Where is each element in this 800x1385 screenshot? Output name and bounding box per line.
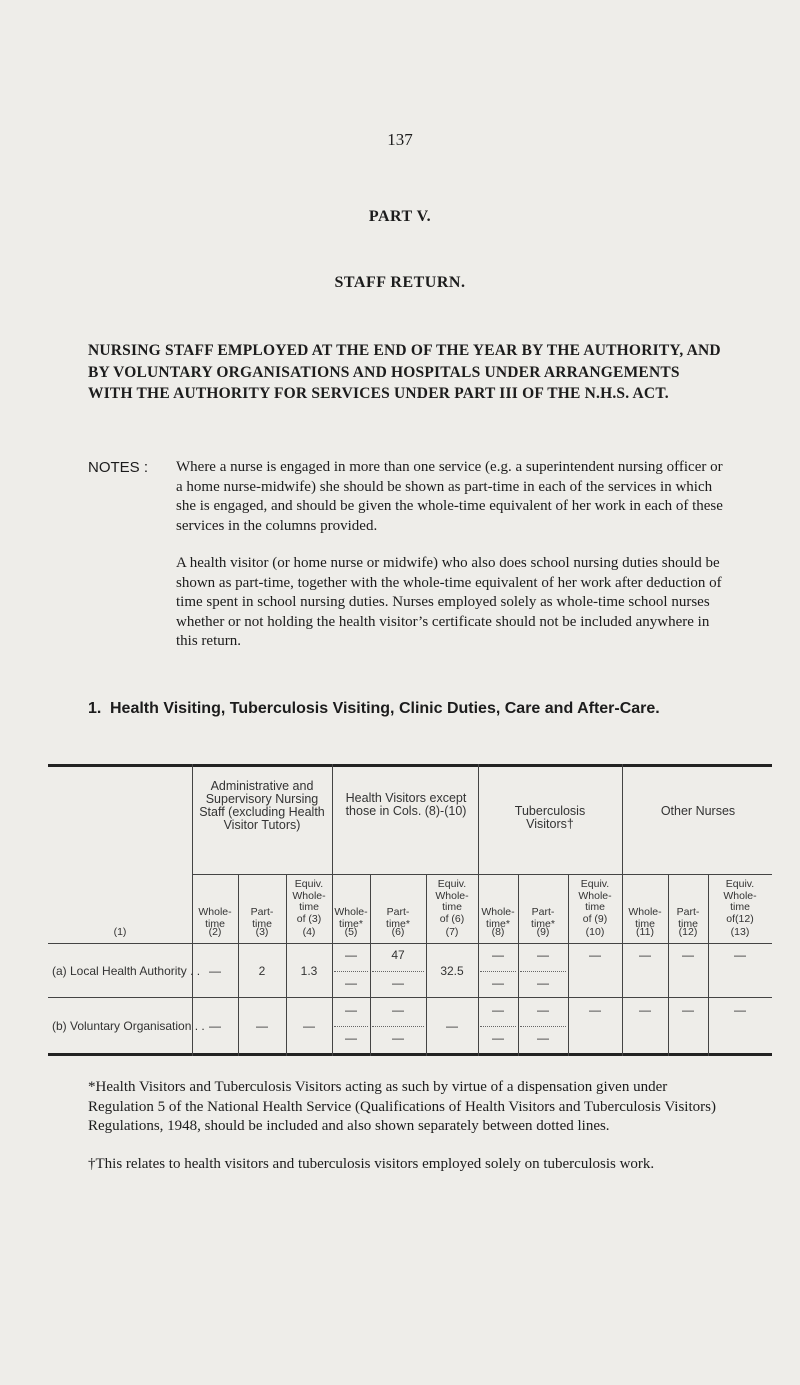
- table-cell: —: [345, 1003, 357, 1017]
- footnote-dagger: †This relates to health visitors and tuberculosis visitors employed solely on tuberculosis work.: [88, 1155, 655, 1172]
- dotted-separator: [334, 971, 368, 972]
- column-number: (8): [491, 926, 505, 938]
- column-header: Part- time*: [531, 906, 555, 930]
- section-number: 1.: [88, 700, 102, 717]
- column-number: (6): [391, 926, 405, 938]
- table-divider: [668, 874, 669, 1056]
- column-header: Part- time: [250, 906, 274, 930]
- dotted-separator: [520, 971, 566, 972]
- table-cell: —: [589, 948, 601, 962]
- column-number: (10): [585, 926, 605, 938]
- table-cell: —: [734, 1003, 746, 1017]
- column-header: Equiv. Whole- time of (9): [578, 878, 612, 925]
- column-header: Whole- time: [198, 906, 232, 930]
- row-label-local-health-authority: (a) Local Health Authority . .: [52, 964, 201, 978]
- column-number: (7): [445, 926, 459, 938]
- part-title: PART V.: [368, 208, 432, 225]
- table-cell: 2: [258, 964, 266, 978]
- notes-label: NOTES :: [88, 459, 149, 476]
- table-cell: —: [492, 1031, 504, 1045]
- main-heading: NURSING STAFF EMPLOYED AT THE END OF THE YEAR BY THE AUTHORITY, AND BY VOLUNTARY ORGANISATIONS AND HOSPITALS UNDER ARRANGEMENTS WITH THE AUTHORITY FOR SERVICES UNDER PART III OF THE N.H.S. ACT.: [88, 342, 721, 402]
- table-cell: 32.5: [440, 964, 464, 978]
- table-cell: —: [392, 1031, 404, 1045]
- table-cell: —: [345, 1031, 357, 1045]
- column-header: Equiv. Whole- time of(12): [723, 878, 757, 925]
- dotted-separator: [480, 971, 516, 972]
- column-header: Part- time: [676, 906, 700, 930]
- table-cell: —: [734, 948, 746, 962]
- table-cell: —: [639, 948, 651, 962]
- table-cell: —: [345, 976, 357, 990]
- section-title: Health Visiting, Tuberculosis Visiting, Clinic Duties, Care and After-Care.: [110, 700, 660, 717]
- table-cell: —: [392, 976, 404, 990]
- staff-table: [48, 764, 772, 1056]
- table-cell: —: [209, 964, 221, 978]
- table-cell: —: [446, 1019, 458, 1033]
- table-cell: —: [209, 1019, 221, 1033]
- footnote-star: *Health Visitors and Tuberculosis Visitors acting as such by virtue of a dispensation given under Regulation 5 of the National Health Service (Qualifications of Health Visitors and Tuberculosis Visitors) Regulations, 1948, should be included and also shown separately between dotted lines.: [88, 1079, 716, 1134]
- table-cell: —: [492, 976, 504, 990]
- dotted-separator: [334, 1026, 368, 1027]
- column-header: Part- time*: [386, 906, 410, 930]
- group-header-rule: [192, 874, 772, 875]
- row-label-voluntary-organisation: (b) Voluntary Organisation . .: [52, 1019, 205, 1033]
- column-header: Whole- time*: [334, 906, 368, 930]
- group-header-tuberculosis-visitors: Tuberculosis Visitors†: [514, 804, 586, 831]
- column-number: (2): [208, 926, 222, 938]
- table-top-rule: [48, 764, 772, 767]
- dotted-separator: [372, 1026, 424, 1027]
- table-cell: —: [682, 948, 694, 962]
- header-bottom-rule: [48, 943, 772, 944]
- table-cell: —: [537, 976, 549, 990]
- table-bottom-rule: [48, 1053, 772, 1056]
- page-number: 137: [387, 130, 413, 149]
- table-cell: 1.3: [300, 964, 318, 978]
- table-cell: —: [256, 1019, 268, 1033]
- table-cell: —: [392, 1003, 404, 1017]
- table-divider: [370, 874, 371, 1056]
- column-header: Whole- time*: [481, 906, 515, 930]
- column-number: (1): [113, 926, 127, 938]
- table-cell: —: [537, 1031, 549, 1045]
- column-number: (5): [344, 926, 358, 938]
- group-header-other-nurses: Other Nurses: [660, 804, 736, 818]
- notes-paragraph-1: Where a nurse is engaged in more than one service (e.g. a superintendent nursing officer or a home nurse-midwife) she should be shown as part-time in each of the services in which she is engaged, and should be given the whole-time equivalent of her work in each of these services in the columns provided.: [176, 459, 723, 534]
- staff-return-title: STAFF RETURN.: [334, 274, 466, 291]
- row-divider: [48, 997, 772, 998]
- table-cell: —: [537, 948, 549, 962]
- column-number: (12): [678, 926, 698, 938]
- notes-block: [88, 458, 728, 670]
- column-header: Whole- time: [628, 906, 662, 930]
- dotted-separator: [520, 1026, 566, 1027]
- footnotes: [88, 1078, 728, 1192]
- group-header-administrative: Administrative and Supervisory Nursing Staff (excluding Health Visitor Tutors): [199, 779, 325, 832]
- table-cell: —: [345, 948, 357, 962]
- table-cell: —: [492, 1003, 504, 1017]
- dotted-separator: [372, 971, 424, 972]
- column-header: Equiv. Whole- time of (3): [292, 878, 326, 925]
- column-number: (11): [636, 926, 654, 938]
- notes-paragraph-2: A health visitor (or home nurse or midwife) who also does school nursing duties should be shown as part-time, together with the whole-time equivalent of her work after deduction of time spent in school nursing duties. Nurses employed solely as whole-time school nurses whether or not holding the health visitor’s certificate should not be included anywhere in this return.: [176, 555, 722, 649]
- column-number: (3): [255, 926, 269, 938]
- table-cell: —: [537, 1003, 549, 1017]
- table-cell: —: [492, 948, 504, 962]
- table-cell: —: [682, 1003, 694, 1017]
- column-number: (4): [302, 926, 316, 938]
- table-cell: —: [589, 1003, 601, 1017]
- section-heading: [88, 698, 728, 720]
- column-number: (13): [730, 926, 750, 938]
- table-cell: —: [639, 1003, 651, 1017]
- dotted-separator: [480, 1026, 516, 1027]
- group-header-health-visitors: Health Visitors except those in Cols. (8)-(10): [345, 791, 467, 818]
- table-divider: [518, 874, 519, 1056]
- column-header: Equiv. Whole- time of (6): [435, 878, 469, 925]
- column-number: (9): [536, 926, 550, 938]
- table-cell: 47: [391, 948, 405, 962]
- table-cell: —: [303, 1019, 315, 1033]
